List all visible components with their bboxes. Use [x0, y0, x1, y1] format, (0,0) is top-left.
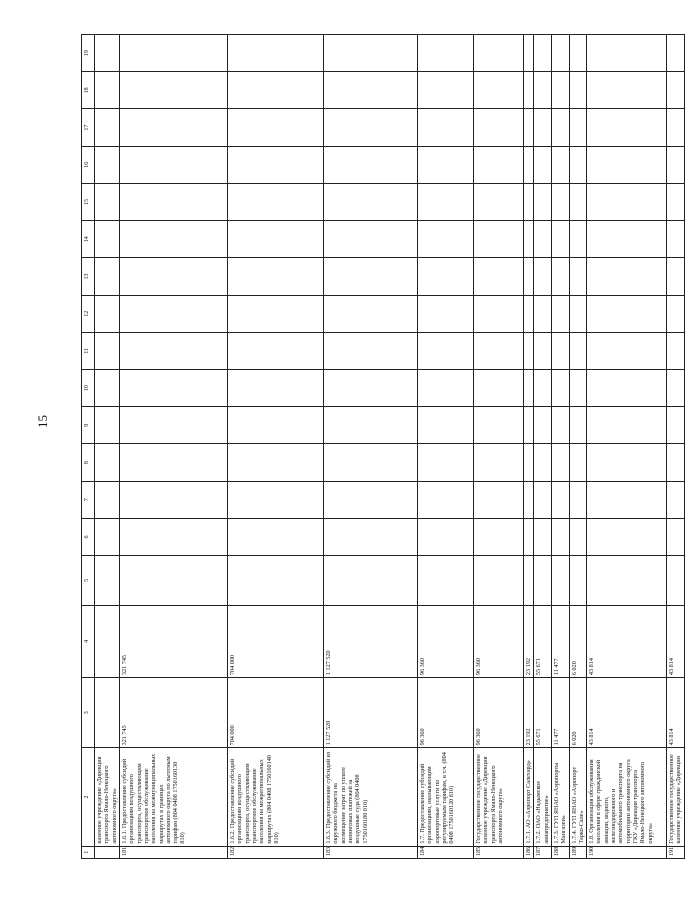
empty-cell: [473, 258, 523, 295]
empty-cell: [569, 444, 587, 481]
description-cell: 1.6.1. Предоставление субсидий организациям воздушного транспорта, осуществляющим транспортное обслуживание населения на межмуниципальных маршрутах в границах автономного округа по льготным тарифам (804 0408 1750160130 810): [119, 748, 227, 846]
amount-cell: 11 477: [551, 605, 569, 677]
empty-cell: [523, 35, 533, 72]
empty-cell: [95, 407, 120, 444]
header-cell: 12: [82, 295, 95, 332]
empty-cell: [473, 481, 523, 518]
row-number-cell: 189: [569, 846, 587, 858]
empty-cell: [119, 221, 227, 258]
empty-cell: [323, 518, 417, 555]
amount-cell: 321 745: [119, 605, 227, 677]
empty-cell: [523, 556, 533, 606]
empty-cell: [667, 146, 685, 183]
empty-cell: [667, 183, 685, 220]
empty-cell: [587, 370, 667, 407]
empty-cell: [667, 407, 685, 444]
empty-cell: [323, 370, 417, 407]
row-number-cell: 183: [323, 846, 417, 858]
empty-cell: [417, 295, 473, 332]
empty-cell: [95, 518, 120, 555]
empty-cell: [587, 295, 667, 332]
empty-cell: [587, 183, 667, 220]
empty-cell: [551, 146, 569, 183]
empty-cell: [95, 109, 120, 146]
empty-cell: [473, 183, 523, 220]
row-number-cell: 187: [534, 846, 552, 858]
empty-cell: [534, 295, 552, 332]
table-row: [667, 35, 685, 859]
empty-cell: [227, 258, 323, 295]
empty-cell: [534, 556, 552, 606]
table-body: [82, 35, 685, 859]
row-number-cell: 191: [667, 846, 685, 858]
empty-cell: [95, 332, 120, 369]
empty-cell: [667, 444, 685, 481]
empty-cell: [95, 444, 120, 481]
empty-cell: [119, 518, 227, 555]
empty-cell: [587, 518, 667, 555]
empty-cell: [95, 556, 120, 606]
empty-cell: [534, 183, 552, 220]
empty-cell: [569, 370, 587, 407]
empty-cell: [95, 481, 120, 518]
amount-cell: 23 192: [523, 605, 533, 677]
header-cell: 18: [82, 72, 95, 109]
header-cell: 3: [82, 678, 95, 748]
amount-cell: 43 814: [587, 678, 667, 748]
empty-cell: [587, 481, 667, 518]
empty-cell: [667, 258, 685, 295]
empty-cell: [569, 258, 587, 295]
table-row: [587, 35, 667, 859]
description-cell: 1.6.2. Предоставление субсидий организациям воздушного транспорта, осуществляющим транспортное обслуживание населения на межрегиональных маршрутах (804 0408 1750160140 810): [227, 748, 323, 846]
empty-cell: [95, 258, 120, 295]
empty-cell: [417, 332, 473, 369]
empty-cell: [119, 332, 227, 369]
empty-cell: [323, 332, 417, 369]
empty-cell: [569, 332, 587, 369]
header-cell: 5: [82, 556, 95, 606]
description-cell: 1.7.4. ГУП ЯНАО «Аэропорт Тарко-Сале»: [569, 748, 587, 846]
empty-cell: [119, 146, 227, 183]
description-cell: 1.7.2. ОАО «Надымское авиапредприятие»: [534, 748, 552, 846]
empty-cell: [473, 407, 523, 444]
table-row: [323, 35, 417, 859]
table-row: [227, 35, 323, 859]
empty-cell: [119, 556, 227, 606]
empty-cell: [227, 332, 323, 369]
empty-cell: [569, 221, 587, 258]
empty-cell: [667, 221, 685, 258]
row-number-cell: 182: [227, 846, 323, 858]
empty-cell: [323, 146, 417, 183]
empty-cell: [551, 407, 569, 444]
page-number: 15: [35, 415, 50, 428]
amount-cell: 11 477: [551, 678, 569, 748]
empty-cell: [667, 72, 685, 109]
description-cell: 1.7.1. АО «Аэропорт Салехард»: [523, 748, 533, 846]
header-cell: 17: [82, 109, 95, 146]
empty-cell: [667, 370, 685, 407]
amount-cell: 43 814: [667, 678, 685, 748]
empty-cell: [551, 370, 569, 407]
empty-cell: [95, 295, 120, 332]
description-cell: Государственное государственное казенное учреждение «Дирекция транспорта Ямало-Ненецкого автономного округа»: [473, 748, 523, 846]
empty-cell: [227, 109, 323, 146]
amount-cell: 43 814: [587, 605, 667, 677]
empty-cell: [667, 35, 685, 72]
empty-cell: [95, 146, 120, 183]
empty-cell: [551, 109, 569, 146]
amount-cell: 6 020: [569, 605, 587, 677]
header-cell: 14: [82, 221, 95, 258]
empty-cell: [119, 183, 227, 220]
empty-cell: [587, 556, 667, 606]
empty-cell: [523, 444, 533, 481]
header-cell: 19: [82, 35, 95, 72]
empty-cell: [534, 518, 552, 555]
amount-cell: 6 020: [569, 678, 587, 748]
empty-cell: [119, 295, 227, 332]
empty-cell: [323, 444, 417, 481]
table-row: [523, 35, 533, 859]
empty-cell: [227, 221, 323, 258]
header-cell: 11: [82, 332, 95, 369]
header-cell: 7: [82, 481, 95, 518]
empty-cell: [569, 35, 587, 72]
empty-cell: [95, 370, 120, 407]
empty-cell: [587, 444, 667, 481]
empty-cell: [227, 481, 323, 518]
amount-cell: 96 360: [473, 605, 523, 677]
table-row: [417, 35, 473, 859]
empty-cell: [323, 221, 417, 258]
empty-cell: [523, 258, 533, 295]
empty-cell: [473, 556, 523, 606]
column-number-row: [82, 35, 95, 859]
empty-cell: [119, 72, 227, 109]
empty-cell: [95, 183, 120, 220]
empty-cell: [227, 407, 323, 444]
empty-cell: [534, 481, 552, 518]
empty-cell: [323, 35, 417, 72]
amount-cell: 321 745: [119, 678, 227, 748]
empty-cell: [667, 481, 685, 518]
empty-cell: [227, 556, 323, 606]
empty-cell: [667, 332, 685, 369]
empty-cell: [417, 407, 473, 444]
empty-cell: [569, 295, 587, 332]
empty-cell: [569, 183, 587, 220]
empty-cell: [587, 258, 667, 295]
empty-cell: [473, 35, 523, 72]
row-number-cell: 190: [587, 846, 667, 858]
empty-cell: [119, 35, 227, 72]
empty-cell: [587, 146, 667, 183]
empty-cell: [523, 221, 533, 258]
empty-cell: [569, 518, 587, 555]
empty-cell: [323, 407, 417, 444]
empty-cell: [227, 183, 323, 220]
empty-cell: [119, 407, 227, 444]
empty-cell: [551, 258, 569, 295]
empty-cell: [551, 481, 569, 518]
empty-cell: [534, 146, 552, 183]
empty-cell: [569, 146, 587, 183]
description-cell: 1.7.3. ГУП ЯНАО «Аэропорты Мангазеи»: [551, 748, 569, 846]
empty-cell: [227, 146, 323, 183]
empty-cell: [323, 72, 417, 109]
header-cell: 4: [82, 605, 95, 677]
empty-cell: [534, 72, 552, 109]
empty-cell: [227, 370, 323, 407]
empty-cell: [417, 146, 473, 183]
empty-cell: [323, 556, 417, 606]
empty-cell: [227, 35, 323, 72]
empty-cell: [417, 72, 473, 109]
empty-cell: [417, 109, 473, 146]
empty-cell: [417, 518, 473, 555]
empty-cell: [473, 444, 523, 481]
empty-cell: [534, 444, 552, 481]
empty-cell: [534, 258, 552, 295]
empty-cell: [587, 35, 667, 72]
amount-cell: 23 192: [523, 678, 533, 748]
empty-cell: [551, 35, 569, 72]
empty-cell: [323, 109, 417, 146]
empty-cell: [523, 332, 533, 369]
empty-cell: [667, 295, 685, 332]
empty-cell: [523, 109, 533, 146]
table-row: [569, 35, 587, 859]
header-cell: 1: [82, 846, 95, 858]
empty-cell: [551, 518, 569, 555]
amount-cell: 1 127 520: [323, 605, 417, 677]
empty-cell: [523, 72, 533, 109]
empty-cell: [534, 407, 552, 444]
empty-cell: [587, 221, 667, 258]
empty-cell: [417, 183, 473, 220]
empty-cell: [534, 370, 552, 407]
empty-cell: [569, 407, 587, 444]
empty-cell: [551, 72, 569, 109]
amount-cell: 55 671: [534, 678, 552, 748]
empty-cell: [569, 481, 587, 518]
empty-cell: [417, 556, 473, 606]
header-cell: 10: [82, 370, 95, 407]
row-number-cell: 184: [417, 846, 473, 858]
empty-cell: [417, 370, 473, 407]
empty-cell: [119, 109, 227, 146]
amount-cell: [95, 605, 120, 677]
empty-cell: [523, 407, 533, 444]
header-cell: 16: [82, 146, 95, 183]
empty-cell: [473, 295, 523, 332]
empty-cell: [473, 332, 523, 369]
empty-cell: [523, 183, 533, 220]
description-cell: казенное учреждение «Дирекция транспорта Ямало-Ненецкого автономного округа»: [95, 748, 120, 846]
table-row: [534, 35, 552, 859]
amount-cell: 704 000: [227, 605, 323, 677]
empty-cell: [667, 556, 685, 606]
amount-cell: 96 360: [417, 605, 473, 677]
table-row: [119, 35, 227, 859]
budget-table: [81, 34, 685, 859]
empty-cell: [534, 109, 552, 146]
empty-cell: [587, 332, 667, 369]
empty-cell: [587, 109, 667, 146]
rotated-table-container: [81, 34, 683, 859]
amount-cell: 1 127 520: [323, 678, 417, 748]
empty-cell: [523, 370, 533, 407]
empty-cell: [323, 183, 417, 220]
table-row: [473, 35, 523, 859]
amount-cell: 55 671: [534, 605, 552, 677]
amount-cell: 96 360: [473, 678, 523, 748]
table-row: [95, 35, 120, 859]
empty-cell: [323, 258, 417, 295]
header-cell: 2: [82, 748, 95, 846]
amount-cell: [95, 678, 120, 748]
empty-cell: [227, 444, 323, 481]
amount-cell: 704 000: [227, 678, 323, 748]
empty-cell: [551, 295, 569, 332]
empty-cell: [551, 332, 569, 369]
empty-cell: [523, 481, 533, 518]
empty-cell: [227, 72, 323, 109]
empty-cell: [473, 72, 523, 109]
empty-cell: [227, 518, 323, 555]
empty-cell: [667, 109, 685, 146]
empty-cell: [534, 332, 552, 369]
description-cell: 1.6.3. Предоставление субсидий из окружного бюджета на возмещение затрат по уплате лизинговых платежей за воздушные суда (804 0408 1750160180 810): [323, 748, 417, 846]
empty-cell: [587, 407, 667, 444]
header-cell: 13: [82, 258, 95, 295]
empty-cell: [473, 370, 523, 407]
empty-cell: [523, 146, 533, 183]
header-cell: 8: [82, 444, 95, 481]
empty-cell: [417, 35, 473, 72]
empty-cell: [119, 370, 227, 407]
empty-cell: [417, 481, 473, 518]
empty-cell: [551, 556, 569, 606]
empty-cell: [523, 518, 533, 555]
empty-cell: [569, 109, 587, 146]
empty-cell: [473, 146, 523, 183]
description-cell: 1.8. Организация обслуживания населения в сфере гражданской авиации, водного, железнодорожного и автомобильного транспорта на территории автономного округа ГКУ «Дирекция транспорта Ямало-Ненецкого автономного округа»: [587, 748, 667, 846]
empty-cell: [551, 444, 569, 481]
empty-cell: [473, 518, 523, 555]
empty-cell: [667, 518, 685, 555]
header-cell: 9: [82, 407, 95, 444]
header-cell: 6: [82, 518, 95, 555]
empty-cell: [551, 183, 569, 220]
header-cell: 15: [82, 183, 95, 220]
table-row: [551, 35, 569, 859]
empty-cell: [534, 221, 552, 258]
amount-cell: 43 814: [667, 605, 685, 677]
empty-cell: [323, 481, 417, 518]
empty-cell: [473, 109, 523, 146]
empty-cell: [417, 221, 473, 258]
empty-cell: [227, 295, 323, 332]
empty-cell: [473, 221, 523, 258]
empty-cell: [534, 35, 552, 72]
empty-cell: [119, 481, 227, 518]
empty-cell: [323, 295, 417, 332]
amount-cell: 96 360: [417, 678, 473, 748]
row-number-cell: [95, 846, 120, 858]
description-cell: Государственное государственное казенное учреждение «Дирекции: [667, 748, 685, 846]
empty-cell: [119, 258, 227, 295]
empty-cell: [587, 72, 667, 109]
empty-cell: [417, 444, 473, 481]
empty-cell: [417, 258, 473, 295]
empty-cell: [523, 295, 533, 332]
empty-cell: [95, 35, 120, 72]
empty-cell: [119, 444, 227, 481]
row-number-cell: 185: [473, 846, 523, 858]
description-cell: 1.7. Предоставление субсидий организациям, оказывающим аэропортовые услуги по регулируемым тарифам, в т.ч. (804 0408 1750160120 810): [417, 748, 473, 846]
empty-cell: [569, 72, 587, 109]
empty-cell: [95, 221, 120, 258]
row-number-cell: 181: [119, 846, 227, 858]
empty-cell: [551, 221, 569, 258]
empty-cell: [569, 556, 587, 606]
empty-cell: [95, 72, 120, 109]
row-number-cell: 188: [551, 846, 569, 858]
row-number-cell: 186: [523, 846, 533, 858]
